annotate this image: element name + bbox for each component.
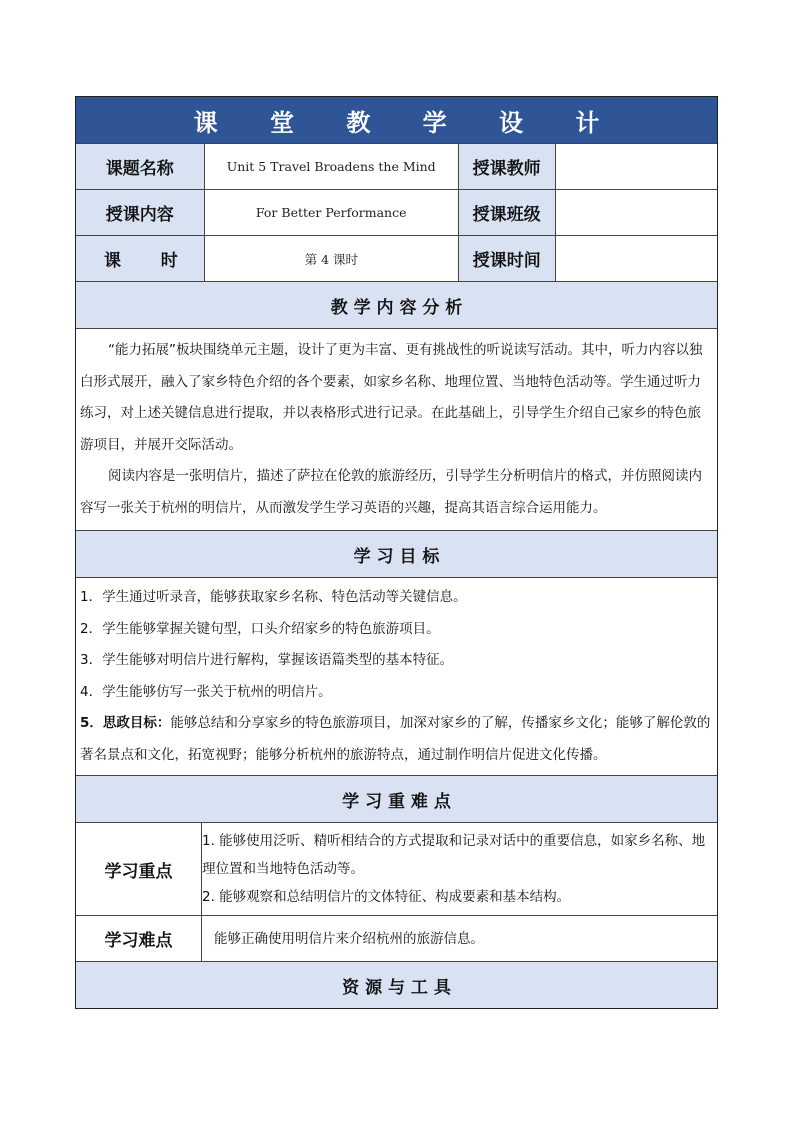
key-point-1: 1. 能够使用泛听、精听相结合的方式提取和记录对话中的重要信息，如家乡名称、地理位置和当地特色活动等。 xyxy=(202,833,706,877)
time-label: 授课时间 xyxy=(458,236,555,281)
topic-label: 课题名称 xyxy=(76,144,204,189)
analysis-paragraph-2: 阅读内容是一张明信片，描述了萨拉在伦敦的旅游经历，引导学生分析明信片的格式，并仿照阅读内容写一张关于杭州的明信片，从而激发学生学习英语的兴趣，提高其语言综合运用能力。 xyxy=(80,468,702,516)
class-value xyxy=(555,190,718,235)
keypoints-heading: 学 习 重 难 点 xyxy=(76,776,717,822)
key-points-row xyxy=(76,822,717,915)
teacher-value xyxy=(555,144,718,189)
teacher-label: 授课教师 xyxy=(458,144,555,189)
info-row-period xyxy=(76,235,717,281)
info-row-content xyxy=(76,189,717,235)
goals-heading: 学 习 目 标 xyxy=(76,531,717,577)
period-value: 第 4 课时 xyxy=(204,236,458,281)
goal-item-3: 3．学生能够对明信片进行解构，掌握该语篇类型的基本特征。 xyxy=(80,652,454,668)
goals-list xyxy=(76,578,717,775)
goals-body-row xyxy=(76,577,717,775)
time-value xyxy=(555,236,717,281)
analysis-heading-row xyxy=(76,281,717,328)
content-label: 授课内容 xyxy=(76,190,204,235)
key-points-label: 学习重点 xyxy=(76,823,201,915)
resources-heading: 资 源 与 工 具 xyxy=(76,962,717,1008)
key-point-2: 2. 能够观察和总结明信片的文体特征、构成要素和基本结构。 xyxy=(202,889,571,905)
goal-item-4: 4．学生能够仿写一张关于杭州的明信片。 xyxy=(80,683,332,700)
lesson-plan-table xyxy=(75,96,718,1009)
document-title: 课 堂 教 学 设 计 xyxy=(76,97,717,143)
period-label-part-2: 时 xyxy=(160,251,178,271)
goals-heading-row xyxy=(76,530,717,577)
goal-item-5-prefix: 5．思政目标： xyxy=(80,715,171,731)
goal-item-1: 1．学生通过听录音，能够获取家乡名称、特色活动等关键信息。 xyxy=(80,589,467,605)
key-points-list xyxy=(202,827,711,911)
difficulty-point-1: 能够正确使用明信片来介绍杭州的旅游信息。 xyxy=(214,930,484,947)
analysis-body-row xyxy=(76,328,717,530)
period-label xyxy=(76,236,204,281)
difficulty-label: 学习难点 xyxy=(76,916,201,961)
goal-item-5 xyxy=(80,708,713,771)
analysis-body xyxy=(76,329,717,530)
info-row-topic xyxy=(76,143,717,189)
class-label: 授课班级 xyxy=(458,190,555,235)
goal-item-2: 2．学生能够掌握关键句型，口头介绍家乡的特色旅游项目。 xyxy=(80,620,440,637)
difficulty-row xyxy=(76,915,717,961)
period-label-part-1: 课 xyxy=(104,251,121,271)
resources-heading-row xyxy=(76,961,717,1008)
content-value: For Better Performance xyxy=(204,190,458,235)
analysis-paragraph-1: “能力拓展”板块围绕单元主题，设计了更为丰富、更有挑战性的听说读写活动。其中，听力内容以独白形式展开，融入了家乡特色介绍的各个要素，如家乡名称、地理位置、当地特色活动等。学生通过听力练习，对上述关键信息进行提取，并以表格形式进行记录。在此基础上，引导学生介绍自己家乡的特色旅游项目，并展开交际活动。 xyxy=(80,342,703,453)
title-row xyxy=(76,97,717,143)
analysis-heading: 教 学 内 容 分 析 xyxy=(76,282,717,328)
topic-value: Unit 5 Travel Broadens the Mind xyxy=(204,144,458,189)
key-points-content xyxy=(201,823,717,915)
goal-item-5-text: 能够总结和分享家乡的特色旅游项目，加深对家乡的了解，传播家乡文化；能够了解伦敦的著名景点和文化，拓宽视野；能够分析杭州的旅游特点，通过制作明信片促进文化传播。 xyxy=(80,715,711,763)
difficulty-content xyxy=(201,916,717,961)
keypoints-heading-row xyxy=(76,775,717,822)
